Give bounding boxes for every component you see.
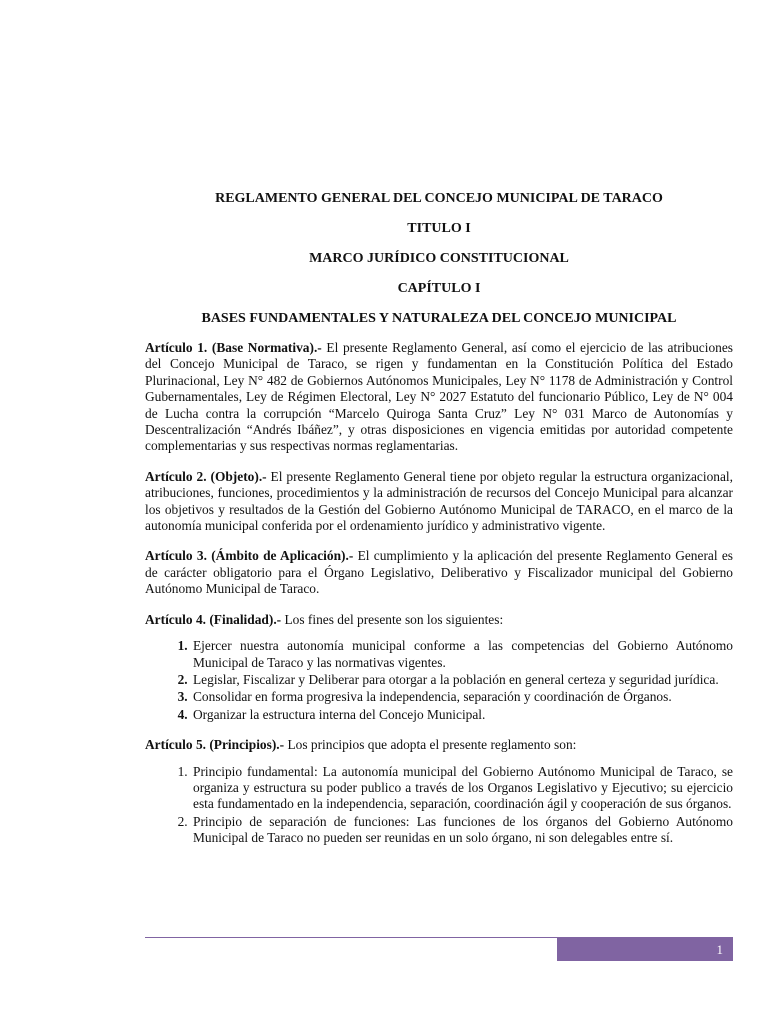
article-1-text: El presente Reglamento General, así como el ejercicio de las atribuciones del Concejo Municipal de Taraco, se rigen y fundamentan en la Constitución Política del Estado Plurinacional, Ley N° 482 de Gobiernos Autónomos Municipales, Ley N° 1178 de Administración y Control Gubernamentales, Ley de Régimen Electoral, Ley N° 2027 Estatuto del funcionario Público, Ley de N° 004 de Lucha contra la corrupción “Marcelo Quiroga Santa Cruz” Ley N° 031 Marco de Autonomías y Descentralización “Andrés Ibáñez”, y otras disposiciones en vigencia emitidas por autoridad competente complementarias y sus respectivas normas reglamentarias.	[145, 340, 733, 454]
article-2	[145, 469, 733, 535]
article-4-text: Los fines del presente son los siguientes:	[281, 611, 504, 627]
article-4-lead: Artículo 4. (Finalidad).-	[145, 611, 282, 627]
article-1-lead: Artículo 1. (Base Normativa).-	[145, 340, 322, 355]
article-5-list	[145, 764, 733, 847]
list-item: 1. Principio fundamental: La autonomía municipal del Gobierno Autónomo Municipal de Taraco, se organiza y estructura su poder publico a través de los Organos Legislativo y Ejecutivo; su ejercicio esta fundamentado en la independencia, separación, coordinación ágil y cooperación de sus órganos.	[191, 764, 733, 813]
capitulo-heading: CAPÍTULO I	[397, 281, 481, 296]
document-body	[145, 190, 733, 861]
article-5	[145, 737, 733, 753]
article-4-list	[145, 638, 733, 723]
bases-heading: BASES FUNDAMENTALES Y NATURALEZA DEL CONCEJO MUNICIPAL	[201, 311, 677, 326]
article-3-lead: Artículo 3. (Ámbito de Aplicación).-	[145, 548, 354, 564]
list-item: 1. Ejercer nuestra autonomía municipal conforme a las competencias del Gobierno Autónomo Municipal de Taraco y las normativas vigentes.	[191, 638, 733, 671]
article-3-text: El cumplimiento y la aplicación del presente Reglamento General es de carácter obligatorio para el Órgano Legislativo, Deliberativo y Fiscalizador municipal del Gobierno Autónomo Municipal de Taraco.	[145, 548, 734, 597]
article-5-lead: Artículo 5. (Principios).-	[145, 737, 285, 753]
titulo-heading: TITULO I	[407, 221, 471, 236]
article-1	[145, 340, 733, 455]
article-3	[145, 548, 733, 597]
document-title: REGLAMENTO GENERAL DEL CONCEJO MUNICIPAL DE TARACO	[215, 191, 663, 206]
list-item: 2. Legislar, Fiscalizar y Deliberar para otorgar a la población en general certeza y seguridad jurídica.	[191, 672, 733, 688]
list-item: 4. Organizar la estructura interna del Concejo Municipal.	[191, 707, 733, 723]
article-4	[145, 612, 733, 628]
marco-heading: MARCO JURÍDICO CONSTITUCIONAL	[309, 251, 569, 266]
page-number: 1	[716, 942, 723, 957]
page-number-badge	[557, 938, 733, 961]
list-item: 2. Principio de separación de funciones: Las funciones de los órganos del Gobierno Autónomo Municipal de Taraco no pueden ser reunidas en un solo órgano, ni son delegables entre sí.	[191, 814, 733, 847]
article-2-lead: Artículo 2. (Objeto).-	[145, 468, 267, 484]
article-2-text: El presente Reglamento General tiene por objeto regular la estructura organizacional, atribuciones, funciones, procedimientos y la administración de recursos del Concejo Municipal para alcanzar los objetivos y resultados de la Gestión del Gobierno Autónomo Municipal de TARACO, en el marco de la autonomía municipal conferida por el ordenamiento jurídico y administrativo vigente.	[145, 468, 733, 534]
list-item: 3. Consolidar en forma progresiva la independencia, separación y coordinación de Órganos.	[191, 689, 733, 705]
article-5-text: Los principios que adopta el presente reglamento son:	[284, 737, 577, 753]
